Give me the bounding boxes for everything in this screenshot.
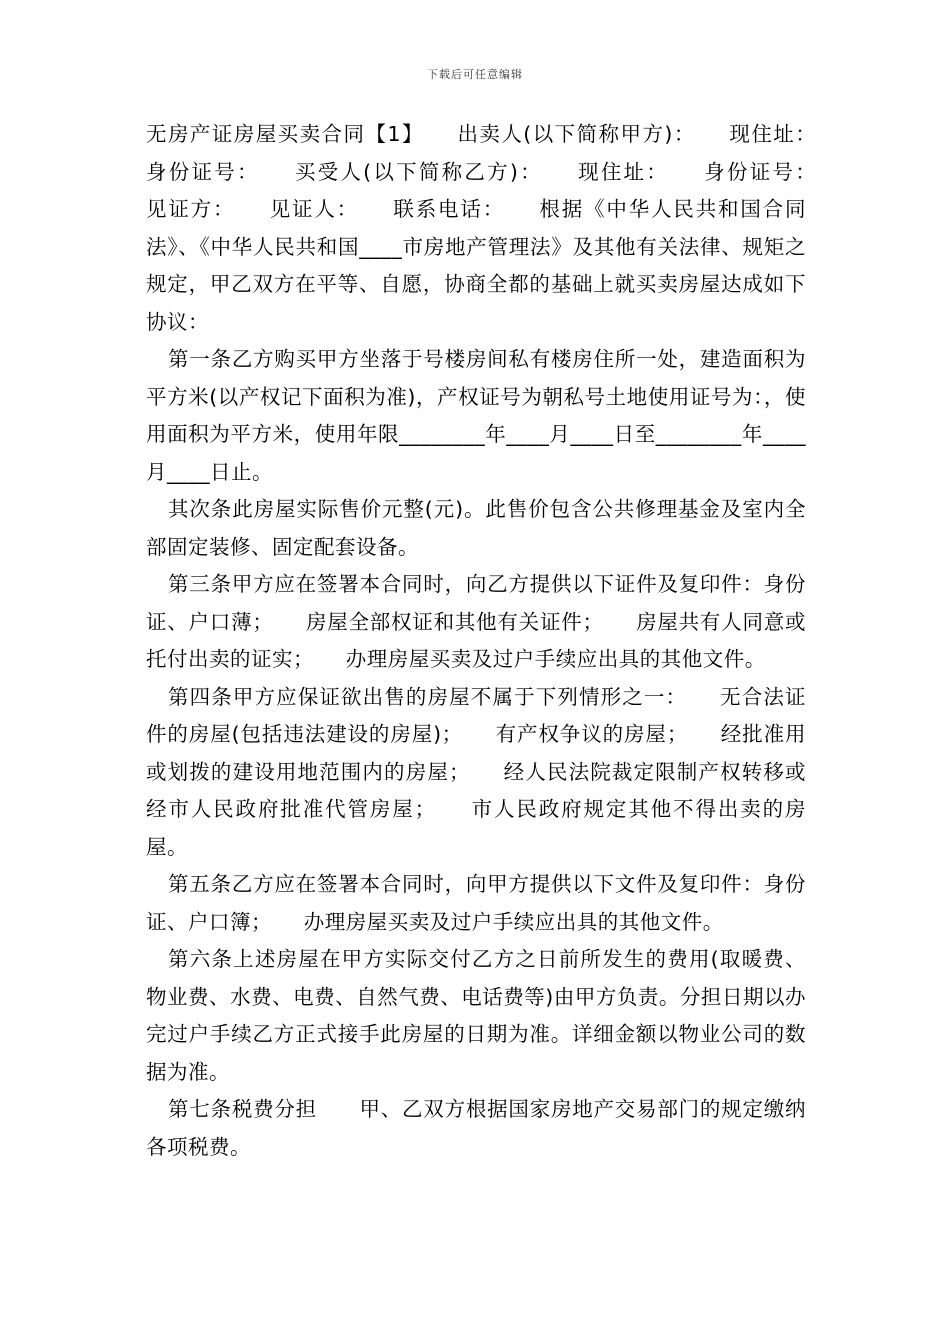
page-header: 下载后可任意编辑 [427,68,523,81]
paragraph-intro: 无房产证房屋买卖合同【1】 出卖人(以下简称甲方)： 现住址： 身份证号： 买受人(以下简称乙方)： 现住址： 身份证号： 见证方： 见证人： 联系电话： 根据《中华人民共和国合同法》、《中华人民共和国____市房地产管理法》及其他有关法律、规矩之规定，甲乙双方在平等、自愿，协商全都的基础上就买卖房屋达成如下协议： [146,122,848,334]
paragraph-article-5: 第五条乙方应在签署本合同时，向甲方提供以下文件及复印件：身份证、户口簿； 办理房屋买卖及过户手续应出具的其他文件。 [146,872,806,934]
paragraph-article-4: 第四条甲方应保证欲出售的房屋不属于下列情形之一： 无合法证件的房屋(包括违法建设的房屋)； 有产权争议的房屋； 经批准用或划拨的建设用地范围内的房屋； 经人民法院裁定限制产权转移或经市人民政府批准代管房屋； 市人民政府规定其他不得出卖的房屋。 [146,684,806,859]
document-body [146,116,848,1166]
paragraph-article-6: 第六条上述房屋在甲方实际交付乙方之日前所发生的费用(取暖费、物业费、水费、电费、自然气费、电话费等)由甲方负责。分担日期以办完过户手续乙方正式接手此房屋的日期为准。详细金额以物业公司的数据为准。 [146,947,806,1084]
paragraph-article-3: 第三条甲方应在签署本合同时，向乙方提供以下证件及复印件：身份证、户口薄； 房屋全部权证和其他有关证件； 房屋共有人同意或托付出卖的证实； 办理房屋买卖及过户手续应出具的其他文件。 [146,572,806,671]
paragraph-article-2: 其次条此房屋实际售价元整(元)。此售价包含公共修理基金及室内全部固定装修、固定配套设备。 [146,497,806,559]
paragraph-article-1: 第一条乙方购买甲方坐落于号楼房间私有楼房住所一处，建造面积为平方米(以产权记下面积为准)，产权证号为朝私号土地使用证号为：，使用面积为平方米，使用年限________年____月____日至________年____月____日止。 [146,347,806,484]
paragraph-article-7: 第七条税费分担 甲、乙双方根据国家房地产交易部门的规定缴纳各项税费。 [146,1097,806,1159]
